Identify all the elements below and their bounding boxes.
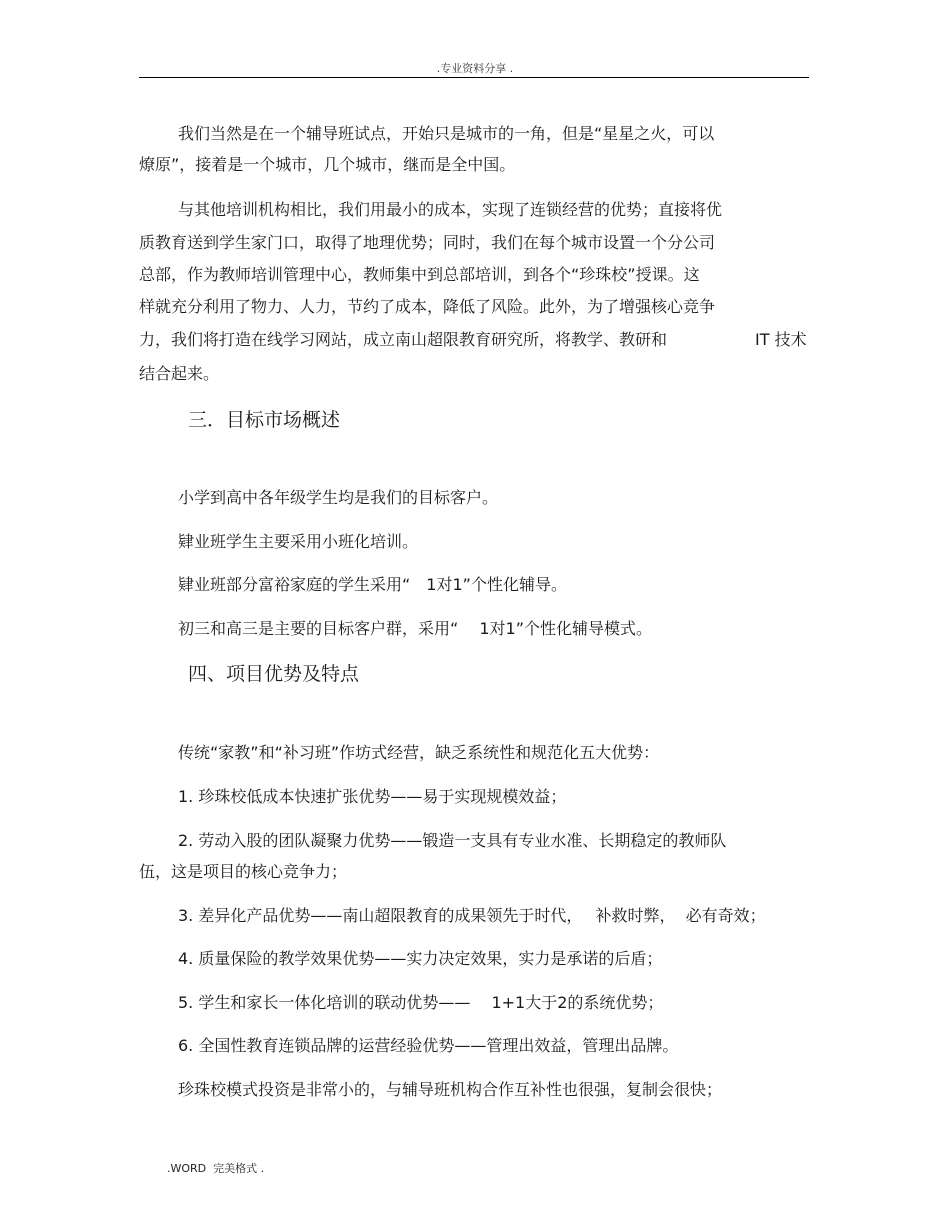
paragraph-line: 质教育送到学生家门口，取得了地理优势；同时，我们在每个城市设置一个分公司 (139, 233, 716, 252)
paragraph-line: IT 技术 (755, 330, 807, 349)
list-item: 5. 学生和家长一体化培训的联动优势—— 1+1大于2的系统优势； (178, 993, 664, 1012)
paragraph-line: 燎原”，接着是一个城市，几个城市，继而是全中国。 (139, 155, 516, 174)
paragraph-line: 肄业班学生主要采用小班化培训。 (178, 532, 419, 551)
section-heading: 四、项目优势及特点 (188, 663, 360, 685)
section-heading: 三．目标市场概述 (188, 409, 341, 431)
list-item: 3. 差异化产品优势——南山超限教育的成果领先于时代， 补救时弊， 必有奇效； (178, 906, 766, 925)
paragraph-line: 力，我们将打造在线学习网站，成立南山超限教育研究所，将教学、教研和 (139, 330, 668, 349)
paragraph-line: 结合起来。 (139, 364, 220, 383)
paragraph-line: 总部，作为教师培训管理中心，教师集中到总部培训，到各个“珍珠校”授课。这 (139, 265, 700, 284)
paragraph-line: 珍珠校模式投资是非常小的，与辅导班机构合作互补性也很强，复制会很快； (178, 1080, 723, 1099)
paragraph-line: 小学到高中各年级学生均是我们的目标客户。 (178, 488, 499, 507)
page-header: .专业资料分享 . (436, 62, 514, 75)
list-item: 2. 劳动入股的团队凝聚力优势——锻造一支具有专业水准、长期稳定的教师队 (178, 831, 727, 850)
paragraph-line: 样就充分利用了物力、人力，节约了成本，降低了风险。此外，为了增强核心竞争 (139, 297, 716, 316)
paragraph-line: 初三和高三是主要的目标客户群，采用“ 1对1”个性化辅导模式。 (178, 619, 653, 638)
header-divider (139, 77, 809, 78)
page-footer: .WORD 完美格式 . (167, 1162, 265, 1175)
paragraph-line: 我们当然是在一个辅导班试点，开始只是城市的一角，但是“星星之火，可以 (178, 124, 715, 143)
list-item: 4. 质量保险的教学效果优势——实力决定效果，实力是承诺的后盾； (178, 949, 663, 968)
list-item: 1. 珍珠校低成本快速扩张优势——易于实现规模效益； (178, 787, 567, 806)
list-item: 6. 全国性教育连锁品牌的运营经验优势——管理出效益，管理出品牌。 (178, 1036, 679, 1055)
paragraph-line: 传统“家教”和“补习班”作坊式经营，缺乏系统性和规范化五大优势： (178, 743, 660, 762)
paragraph-line: 与其他培训机构相比，我们用最小的成本，实现了连锁经营的优势；直接将优 (178, 200, 723, 219)
paragraph-line: 肄业班部分富裕家庭的学生采用“ 1对1”个性化辅导。 (178, 575, 567, 594)
list-item: 伍，这是项目的核心竞争力； (139, 862, 348, 881)
